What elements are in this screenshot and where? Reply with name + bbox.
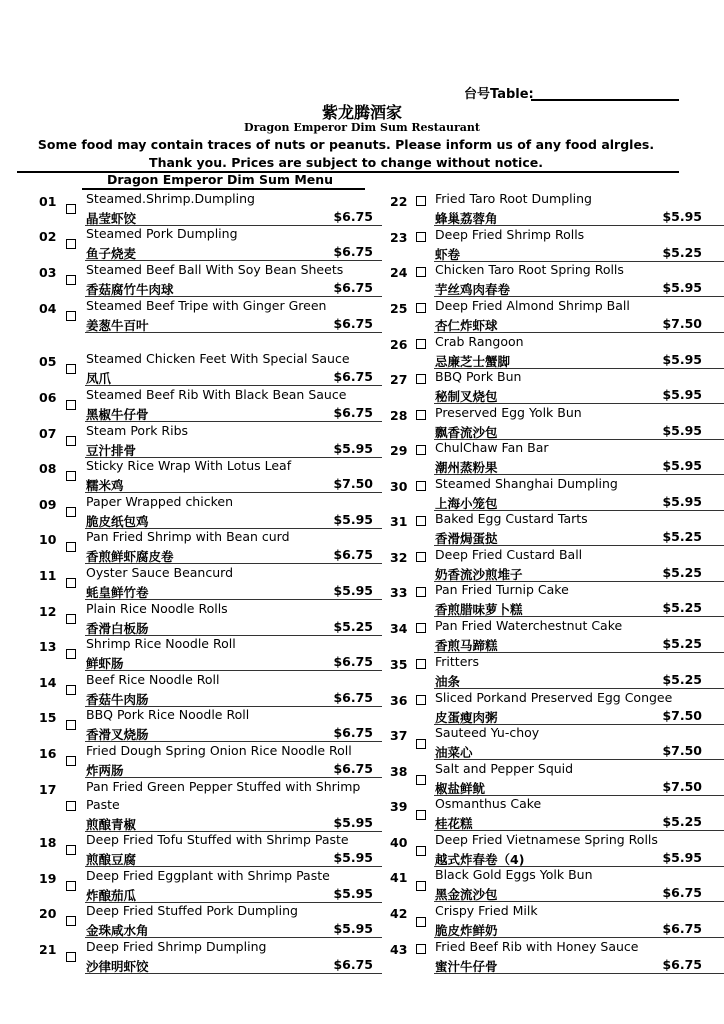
order-checkbox[interactable] xyxy=(66,275,76,285)
item-number: 36 xyxy=(390,693,408,708)
order-checkbox[interactable] xyxy=(66,471,76,481)
item-price: $5.25 xyxy=(662,600,702,615)
item-price: $5.95 xyxy=(333,512,373,527)
item-chinese-name: 鱼子烧麦 xyxy=(86,246,137,261)
item-chinese-name: 姜葱牛百叶 xyxy=(86,318,149,333)
order-checkbox[interactable] xyxy=(416,881,426,891)
item-price: $5.25 xyxy=(662,245,702,260)
order-checkbox[interactable] xyxy=(66,311,76,321)
item-price: $5.95 xyxy=(333,815,373,830)
item-english-name: Paper Wrapped chicken xyxy=(86,494,233,509)
menu-item xyxy=(17,903,373,938)
menu-item xyxy=(17,494,373,529)
menu-item xyxy=(366,867,722,902)
item-english-name: BBQ Pork Bun xyxy=(435,369,522,384)
item-number: 32 xyxy=(390,550,408,565)
item-chinese-name: 香煎马蹄糕 xyxy=(435,638,498,653)
item-chinese-name: 煎酿豆腐 xyxy=(86,852,137,867)
item-divider xyxy=(434,652,724,653)
menu-item xyxy=(17,707,373,742)
item-number: 21 xyxy=(39,942,57,957)
item-number: 01 xyxy=(39,194,57,209)
order-checkbox[interactable] xyxy=(66,881,76,891)
order-checkbox[interactable] xyxy=(66,649,76,659)
order-checkbox[interactable] xyxy=(416,445,426,455)
item-number: 29 xyxy=(390,443,408,458)
menu-item xyxy=(17,565,373,600)
menu-item xyxy=(17,868,373,903)
item-price: $5.95 xyxy=(662,494,702,509)
menu-heading-underline xyxy=(82,188,365,190)
item-divider xyxy=(434,901,724,902)
table-number-label: 台号Table: xyxy=(464,87,534,102)
item-number: 34 xyxy=(390,621,408,636)
menu-item xyxy=(366,227,722,262)
item-english-name: Black Gold Eggs Yolk Bun xyxy=(435,867,593,882)
item-price: $5.95 xyxy=(662,387,702,402)
item-number: 17 xyxy=(39,782,57,797)
order-checkbox[interactable] xyxy=(66,801,76,811)
item-chinese-name: 糯米鸡 xyxy=(86,478,124,493)
item-price: $6.75 xyxy=(333,316,373,331)
item-chinese-name: 蜂巢荔蓉角 xyxy=(435,211,498,226)
order-checkbox[interactable] xyxy=(66,845,76,855)
item-number: 16 xyxy=(39,746,57,761)
item-chinese-name: 飘香流沙包 xyxy=(435,425,498,440)
item-number: 18 xyxy=(39,835,57,850)
menu-item xyxy=(17,779,373,832)
item-number: 28 xyxy=(390,408,408,423)
item-price: $6.75 xyxy=(333,725,373,740)
menu-item xyxy=(366,939,722,974)
order-checkbox[interactable] xyxy=(66,578,76,588)
item-chinese-name: 椒盐鲜鱿 xyxy=(435,781,486,796)
item-number: 30 xyxy=(390,479,408,494)
item-number: 27 xyxy=(390,372,408,387)
item-divider xyxy=(85,421,382,422)
menu-item xyxy=(17,226,373,261)
order-checkbox[interactable] xyxy=(416,944,426,954)
menu-item xyxy=(17,298,373,333)
item-price: $7.50 xyxy=(662,743,702,758)
menu-item xyxy=(366,191,722,226)
item-number: 04 xyxy=(39,301,57,316)
item-chinese-name: 黑椒牛仔骨 xyxy=(86,407,149,422)
item-number: 20 xyxy=(39,906,57,921)
item-price: $5.25 xyxy=(333,619,373,634)
item-chinese-name: 香滑叉烧肠 xyxy=(86,727,149,742)
order-checkbox[interactable] xyxy=(66,542,76,552)
item-number: 11 xyxy=(39,568,57,583)
item-english-name: Steamed Shanghai Dumpling xyxy=(435,476,618,491)
item-english-name: Plain Rice Noodle Rolls xyxy=(86,601,228,616)
order-checkbox[interactable] xyxy=(66,204,76,214)
item-price: $6.75 xyxy=(333,761,373,776)
menu-item xyxy=(366,690,722,725)
item-divider xyxy=(434,937,724,938)
item-price: $5.95 xyxy=(333,583,373,598)
menu-item xyxy=(366,725,722,760)
menu-item xyxy=(366,262,722,297)
item-divider xyxy=(85,296,382,297)
item-english-name: Steamed Beef Tripe with Ginger Green xyxy=(86,298,327,313)
item-price: $5.95 xyxy=(662,209,702,224)
menu-item xyxy=(366,654,722,689)
item-english-name: Steamed Chicken Feet With Special Sauce xyxy=(86,351,350,366)
item-chinese-name: 芋丝鸡肉春卷 xyxy=(435,282,511,297)
item-number: 33 xyxy=(390,585,408,600)
item-english-name: Preserved Egg Yolk Bun xyxy=(435,405,582,420)
item-english-name: Deep Fried Eggplant with Shrimp Paste xyxy=(86,868,330,883)
order-checkbox[interactable] xyxy=(416,810,426,820)
item-divider xyxy=(85,777,382,778)
item-chinese-name: 鲜虾肠 xyxy=(86,656,124,671)
item-english-name: Pan Fried Waterchestnut Cake xyxy=(435,618,623,633)
item-number: 19 xyxy=(39,871,57,886)
order-checkbox[interactable] xyxy=(66,916,76,926)
item-english-name-cont: Paste xyxy=(86,797,120,812)
item-english-name: Deep Fried Custard Ball xyxy=(435,547,583,562)
menu-item xyxy=(366,761,722,796)
menu-item xyxy=(17,458,373,493)
item-divider xyxy=(85,973,382,974)
order-checkbox[interactable] xyxy=(416,339,426,349)
item-chinese-name: 脆皮炸鲜奶 xyxy=(435,923,498,938)
item-english-name: Baked Egg Custard Tarts xyxy=(435,511,588,526)
order-checkbox[interactable] xyxy=(416,374,426,384)
item-price: $5.25 xyxy=(662,529,702,544)
order-checkbox[interactable] xyxy=(416,516,426,526)
order-checkbox[interactable] xyxy=(416,196,426,206)
order-checkbox[interactable] xyxy=(416,739,426,749)
order-checkbox[interactable] xyxy=(416,775,426,785)
order-checkbox[interactable] xyxy=(66,685,76,695)
item-divider xyxy=(85,385,382,386)
order-checkbox[interactable] xyxy=(66,364,76,374)
item-english-name: BBQ Pork Rice Noodle Roll xyxy=(86,707,250,722)
item-chinese-name: 晶莹虾饺 xyxy=(86,211,137,226)
item-price: $6.75 xyxy=(333,405,373,420)
item-number: 39 xyxy=(390,799,408,814)
allergy-notice: Some food may contain traces of nuts or peanuts. Please inform us of any food alrgles. xyxy=(37,137,655,152)
order-checkbox[interactable] xyxy=(416,659,426,669)
item-chinese-name: 潮州蒸粉果 xyxy=(435,460,498,475)
item-price: $5.25 xyxy=(662,814,702,829)
item-price: $5.25 xyxy=(662,565,702,580)
item-chinese-name: 越式炸春卷（4) xyxy=(435,852,525,867)
order-checkbox[interactable] xyxy=(416,846,426,856)
item-price: $6.75 xyxy=(662,921,702,936)
menu-item xyxy=(366,405,722,440)
item-english-name: Pan Fried Shrimp with Bean curd xyxy=(86,529,290,544)
item-number: 06 xyxy=(39,390,57,405)
item-price: $6.75 xyxy=(662,885,702,900)
item-divider xyxy=(85,599,382,600)
order-checkbox[interactable] xyxy=(416,481,426,491)
item-number: 25 xyxy=(390,301,408,316)
order-checkbox[interactable] xyxy=(66,239,76,249)
item-divider xyxy=(434,403,724,404)
menu-item xyxy=(17,262,373,297)
item-number: 05 xyxy=(39,354,57,369)
item-price: $6.75 xyxy=(333,957,373,972)
item-english-name: Pan Fried Turnip Cake xyxy=(435,582,569,597)
item-chinese-name: 香煎腊味萝卜糕 xyxy=(435,602,523,617)
item-price: $5.95 xyxy=(333,850,373,865)
menu-item xyxy=(366,547,722,582)
item-english-name: Steam Pork Ribs xyxy=(86,423,189,438)
order-checkbox[interactable] xyxy=(416,623,426,633)
menu-item xyxy=(366,476,722,511)
item-english-name: Sliced Porkand Preserved Egg Congee xyxy=(435,690,673,705)
menu-item xyxy=(366,903,722,938)
item-number: 23 xyxy=(390,230,408,245)
item-price: $6.75 xyxy=(333,280,373,295)
item-chinese-name: 虾卷 xyxy=(435,247,461,262)
item-number: 09 xyxy=(39,497,57,512)
item-divider xyxy=(434,225,724,226)
item-english-name: Deep Fried Almond Shrimp Ball xyxy=(435,298,630,313)
item-number: 40 xyxy=(390,835,408,850)
item-english-name: Pan Fried Green Pepper Stuffed with Shrimp xyxy=(86,779,361,794)
item-divider xyxy=(85,260,382,261)
item-price: $5.95 xyxy=(662,280,702,295)
item-price: $5.25 xyxy=(662,636,702,651)
item-price: $6.75 xyxy=(662,957,702,972)
item-chinese-name: 上海小笼包 xyxy=(435,496,498,511)
item-english-name: Fried Taro Root Dumpling xyxy=(435,191,592,206)
item-chinese-name: 蜜汁牛仔骨 xyxy=(435,959,498,974)
item-english-name: Steamed Beef Ball With Soy Bean Sheets xyxy=(86,262,344,277)
order-checkbox[interactable] xyxy=(66,400,76,410)
item-chinese-name: 金珠咸水角 xyxy=(86,923,149,938)
item-price: $5.95 xyxy=(662,850,702,865)
item-price: $7.50 xyxy=(662,708,702,723)
item-divider xyxy=(85,563,382,564)
item-english-name: Fried Dough Spring Onion Rice Noodle Roll xyxy=(86,743,352,758)
item-price: $7.50 xyxy=(662,316,702,331)
item-number: 42 xyxy=(390,906,408,921)
item-number: 26 xyxy=(390,337,408,352)
item-divider xyxy=(434,545,724,546)
restaurant-english-name: Dragon Emperor Dim Sum Restaurant xyxy=(244,121,480,134)
item-divider xyxy=(85,741,382,742)
menu-heading: Dragon Emperor Dim Sum Menu xyxy=(107,172,334,187)
item-price: $5.95 xyxy=(662,423,702,438)
menu-item xyxy=(366,796,722,831)
item-price: $5.95 xyxy=(333,921,373,936)
order-checkbox[interactable] xyxy=(66,952,76,962)
menu-item xyxy=(17,423,373,458)
item-english-name: Oyster Sauce Beancurd xyxy=(86,565,234,580)
item-divider xyxy=(85,937,382,938)
menu-item xyxy=(366,298,722,333)
menu-item xyxy=(366,618,722,653)
item-divider xyxy=(434,688,724,689)
menu-item xyxy=(366,440,722,475)
menu-item xyxy=(366,334,722,369)
item-divider xyxy=(434,332,724,333)
item-chinese-name: 香滑焗蛋挞 xyxy=(435,531,498,546)
item-chinese-name: 豆汁排骨 xyxy=(86,443,137,458)
item-english-name: Beef Rice Noodle Roll xyxy=(86,672,220,687)
item-english-name: Deep Fried Tofu Stuffed with Shrimp Paste xyxy=(86,832,349,847)
item-number: 22 xyxy=(390,194,408,209)
item-english-name: Osmanthus Cake xyxy=(435,796,542,811)
order-checkbox[interactable] xyxy=(416,695,426,705)
menu-item xyxy=(17,939,373,974)
menu-item xyxy=(17,351,373,386)
item-number: 13 xyxy=(39,639,57,654)
item-divider xyxy=(434,296,724,297)
item-chinese-name: 煎酿青椒 xyxy=(86,817,137,832)
order-checkbox[interactable] xyxy=(416,410,426,420)
item-price: $7.50 xyxy=(662,779,702,794)
item-english-name: Steamed Beef Rib With Black Bean Sauce xyxy=(86,387,347,402)
item-price: $6.75 xyxy=(333,654,373,669)
item-english-name: Salt and Pepper Squid xyxy=(435,761,574,776)
item-chinese-name: 油条 xyxy=(435,674,461,689)
item-number: 31 xyxy=(390,514,408,529)
item-price: $5.95 xyxy=(662,458,702,473)
item-chinese-name: 油菜心 xyxy=(435,745,473,760)
item-number: 15 xyxy=(39,710,57,725)
item-chinese-name: 香滑白板肠 xyxy=(86,621,149,636)
menu-item xyxy=(17,743,373,778)
item-divider xyxy=(85,670,382,671)
item-chinese-name: 香煎鲜虾腐皮卷 xyxy=(86,549,174,564)
item-number: 08 xyxy=(39,461,57,476)
order-checkbox[interactable] xyxy=(416,587,426,597)
item-english-name: Crab Rangoon xyxy=(435,334,524,349)
menu-item xyxy=(366,582,722,617)
item-chinese-name: 皮蛋瘦肉粥 xyxy=(435,710,498,725)
order-checkbox[interactable] xyxy=(416,917,426,927)
item-english-name: Steamed.Shrimp.Dumpling xyxy=(86,191,255,206)
item-chinese-name: 脆皮纸包鸡 xyxy=(86,514,149,529)
item-chinese-name: 蚝皇鲜竹卷 xyxy=(86,585,149,600)
item-price: $6.75 xyxy=(333,209,373,224)
item-english-name: Steamed Pork Dumpling xyxy=(86,226,238,241)
item-price: $5.95 xyxy=(333,441,373,456)
item-number: 43 xyxy=(390,942,408,957)
menu-item xyxy=(366,832,722,867)
item-chinese-name: 奶香流沙煎堆子 xyxy=(435,567,523,582)
item-chinese-name: 香菇牛肉肠 xyxy=(86,692,149,707)
item-divider xyxy=(85,332,382,333)
menu-item xyxy=(366,369,722,404)
price-notice: Thank you. Prices are subject to change without notice. xyxy=(149,155,543,170)
item-number: 14 xyxy=(39,675,57,690)
item-chinese-name: 秘制叉烧包 xyxy=(435,389,498,404)
order-checkbox[interactable] xyxy=(416,232,426,242)
menu-item xyxy=(17,191,373,226)
item-english-name: Fritters xyxy=(435,654,480,669)
item-divider xyxy=(85,866,382,867)
order-checkbox[interactable] xyxy=(66,614,76,624)
item-chinese-name: 炸酿茄瓜 xyxy=(86,888,137,903)
item-price: $6.75 xyxy=(333,369,373,384)
item-number: 37 xyxy=(390,728,408,743)
item-english-name: Deep Fried Shrimp Dumpling xyxy=(86,939,267,954)
menu-item xyxy=(17,636,373,671)
menu-item xyxy=(17,601,373,636)
item-price: $6.75 xyxy=(333,244,373,259)
order-checkbox[interactable] xyxy=(416,303,426,313)
item-chinese-name: 杏仁炸虾球 xyxy=(435,318,498,333)
item-price: $6.75 xyxy=(333,690,373,705)
menu-item xyxy=(17,529,373,564)
item-chinese-name: 沙律明虾饺 xyxy=(86,959,149,974)
item-divider xyxy=(434,830,724,831)
order-checkbox[interactable] xyxy=(66,507,76,517)
item-english-name: ChulChaw Fan Bar xyxy=(435,440,549,455)
order-checkbox[interactable] xyxy=(416,267,426,277)
item-number: 02 xyxy=(39,229,57,244)
item-chinese-name: 桂花糕 xyxy=(435,816,473,831)
item-price: $7.50 xyxy=(333,476,373,491)
item-chinese-name: 香菇腐竹牛肉球 xyxy=(86,282,174,297)
item-price: $5.95 xyxy=(662,352,702,367)
item-chinese-name: 凤爪 xyxy=(86,371,112,386)
item-price: $5.25 xyxy=(662,672,702,687)
item-english-name: Crispy Fried Milk xyxy=(435,903,538,918)
restaurant-chinese-name: 紫龙腾酒家 xyxy=(321,103,402,122)
item-chinese-name: 忌廉芝士蟹脚 xyxy=(435,354,511,369)
item-divider xyxy=(434,616,724,617)
item-chinese-name: 黑金流沙包 xyxy=(435,887,498,902)
item-number: 41 xyxy=(390,870,408,885)
menu-item xyxy=(17,832,373,867)
order-checkbox[interactable] xyxy=(66,720,76,730)
item-number: 12 xyxy=(39,604,57,619)
item-price: $6.75 xyxy=(333,547,373,562)
item-english-name: Deep Fried Vietnamese Spring Rolls xyxy=(435,832,658,847)
item-english-name: Deep Fried Stuffed Pork Dumpling xyxy=(86,903,298,918)
item-english-name: Sauteed Yu-choy xyxy=(435,725,540,740)
menu-item xyxy=(17,387,373,422)
item-english-name: Deep Fried Shrimp Rolls xyxy=(435,227,585,242)
item-divider xyxy=(434,759,724,760)
item-number: 10 xyxy=(39,532,57,547)
order-checkbox[interactable] xyxy=(66,756,76,766)
item-english-name: Sticky Rice Wrap With Lotus Leaf xyxy=(86,458,292,473)
item-number: 24 xyxy=(390,265,408,280)
item-price: $5.95 xyxy=(333,886,373,901)
item-number: 07 xyxy=(39,426,57,441)
menu-item xyxy=(17,672,373,707)
order-checkbox[interactable] xyxy=(416,552,426,562)
item-divider xyxy=(434,973,724,974)
item-number: 38 xyxy=(390,764,408,779)
item-english-name: Chicken Taro Root Spring Rolls xyxy=(435,262,624,277)
item-divider xyxy=(85,492,382,493)
order-checkbox[interactable] xyxy=(66,436,76,446)
item-english-name: Shrimp Rice Noodle Roll xyxy=(86,636,236,651)
item-number: 03 xyxy=(39,265,57,280)
menu-item xyxy=(366,511,722,546)
item-english-name: Fried Beef Rib with Honey Sauce xyxy=(435,939,639,954)
item-chinese-name: 炸两肠 xyxy=(86,763,124,778)
item-number: 35 xyxy=(390,657,408,672)
item-divider xyxy=(434,474,724,475)
